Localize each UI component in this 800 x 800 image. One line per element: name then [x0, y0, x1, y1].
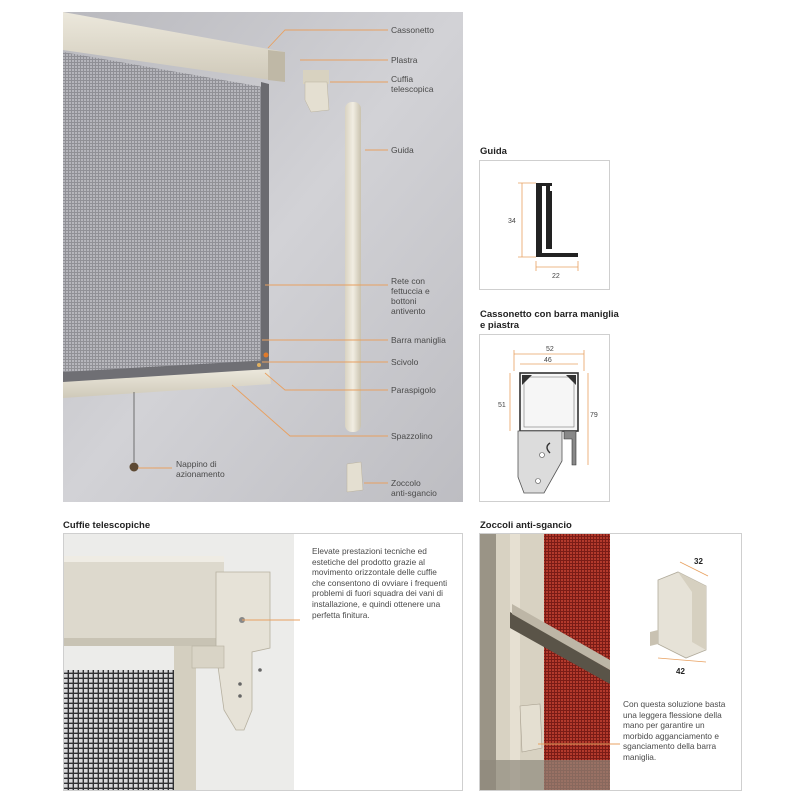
label-cassonetto: Cassonetto [391, 25, 434, 35]
cassonetto-panel [479, 334, 610, 502]
label-barra-maniglia: Barra maniglia [391, 335, 446, 345]
cuffie-title: Cuffie telescopiche [63, 520, 151, 531]
guida-profile-drawing [480, 161, 611, 291]
label-nappino [176, 459, 225, 479]
label-cuffia-line1: Cuffia [391, 74, 414, 84]
cuffie-text-line: movimento orizzontale delle cuffie [312, 567, 437, 578]
label-rete-line2: fettuccia e [391, 286, 430, 296]
cuffie-text-line: estetiche del prodotto grazie al [312, 556, 426, 567]
label-spazzolino: Spazzolino [391, 431, 433, 441]
cassonetto-title-line2: e piastra [480, 320, 520, 331]
label-zoccolo [391, 478, 437, 498]
guida-panel [479, 160, 610, 290]
cassonetto-dim-46: 46 [544, 357, 552, 364]
cuffie-panel [63, 533, 463, 791]
label-plastra: Plastra [391, 55, 418, 65]
cuffie-text-line: problemi di fuori squadra dei vani di [312, 588, 443, 599]
label-rete [391, 276, 430, 316]
guida-title: Guida [480, 146, 507, 157]
cassonetto-profile-drawing [480, 335, 611, 503]
zoccoli-text-line: mano per garantire un [623, 720, 705, 731]
zoccoli-title: Zoccoli anti-sgancio [480, 520, 572, 531]
cassonetto-dim-52: 52 [546, 346, 554, 353]
cassonetto-dim-51: 51 [498, 402, 506, 409]
label-cuffia-line2: telescopica [391, 84, 434, 94]
label-scivolo: Scivolo [391, 357, 419, 367]
cuffie-text-line: che consentono di ovviare i frequenti [312, 577, 448, 588]
cuffie-text-line: installazione, e quindi ottenere una [312, 598, 441, 609]
zoccoli-panel [479, 533, 742, 791]
label-zoccolo-line2: anti-sgancio [391, 488, 437, 498]
cuffie-text-line: Elevate prestazioni tecniche ed [312, 546, 427, 556]
label-rete-line4: antivento [391, 306, 426, 316]
cassonetto-title-line1: Cassonetto con barra maniglia [480, 309, 619, 320]
cassonetto-dim-79: 79 [590, 412, 598, 419]
guida-dim-height: 34 [508, 218, 516, 225]
zoccoli-text-line: morbido agganciamento e [623, 730, 719, 741]
zoccoli-text-line: Con questa soluzione basta [623, 699, 726, 709]
zoccoli-dim-32: 32 [694, 557, 703, 566]
label-nappino-line1: Nappino di [176, 459, 217, 469]
label-rete-line3: bottoni [391, 296, 417, 306]
label-zoccolo-line1: Zoccolo [391, 478, 421, 488]
label-rete-line1: Rete con [391, 276, 426, 286]
label-nappino-line2: azionamento [176, 469, 225, 479]
cuffie-text-line: perfetta finitura. [312, 609, 370, 620]
zoccoli-text-line: una leggera flessione della [623, 709, 722, 720]
label-guida: Guida [391, 145, 414, 155]
label-cuffia [391, 74, 434, 94]
zoccoli-text-line: sganciamento della barra [623, 741, 717, 752]
zoccoli-dim-42: 42 [676, 667, 685, 674]
zoccoli-description [623, 699, 741, 763]
cuffie-description [312, 546, 462, 620]
guida-dim-width: 22 [552, 273, 560, 280]
zoccoli-text-line: maniglia. [623, 751, 657, 762]
label-paraspigolo: Paraspigolo [391, 385, 436, 395]
cassonetto-title [480, 309, 619, 331]
